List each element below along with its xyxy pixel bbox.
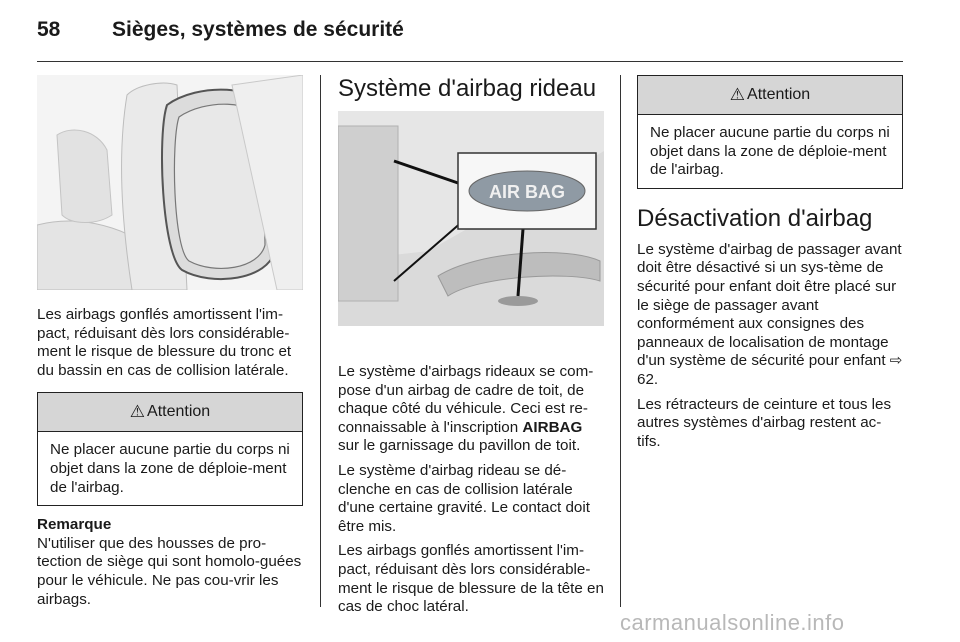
remark-text: N'utiliser que des housses de pro-tection de siège qui sont homolo-guées pour le véhicule. Ne pas cou-vrir les airbags. xyxy=(37,534,302,608)
column-divider-1 xyxy=(320,75,321,607)
warning-triangle-icon: ⚠ xyxy=(729,85,746,104)
watermark: carmanualsonline.info xyxy=(620,610,845,635)
curtain-airbag-illustration xyxy=(338,111,604,326)
curtain-p1 xyxy=(338,363,604,456)
side-airbag-illustration xyxy=(37,75,303,290)
attention-header-2 xyxy=(638,76,902,115)
deactivation-heading: Désactivation d'airbag xyxy=(637,204,873,232)
attention-label-2: Attention xyxy=(747,86,811,103)
airbag-inscription: AIR BAG xyxy=(489,182,565,202)
attention-header xyxy=(38,393,302,432)
curtain-airbag-heading: Système d'airbag rideau xyxy=(338,75,597,102)
curtain-p3: Les airbags gonflés amortissent l'im-pact, réduisant dès lors considérable-ment le risque de blessure de la tête en cas de choc latéral. xyxy=(338,542,604,616)
curtain-p2: Le système d'airbag rideau se dé-clenche en cas de collision latérale d'une certaine gravité. Le contact doit être mis. xyxy=(338,461,590,535)
curtain-p1-text-b: sur le garnissage du pavillon de toit. xyxy=(338,437,581,455)
page-header xyxy=(37,14,903,54)
deactivation-p2: Les rétracteurs de ceinture et tous les autres systèmes d'airbag restent ac-tifs. xyxy=(637,395,892,450)
attention-box-2 xyxy=(637,75,903,189)
page-title: Sièges, systèmes de sécurité xyxy=(112,18,404,41)
column-divider-2 xyxy=(620,75,621,607)
deactivation-p1: Le système d'airbag de passager avant doit être désactivé si un sys-tème de sécurité pour enfant doit être placé sur le siège de passager avant conformément aux consignes des panneaux de localisation de montage d'un système de sécurité pour enfant ⇨ 62. xyxy=(637,240,903,388)
column-3 xyxy=(637,75,903,457)
remark-label: Remarque xyxy=(37,516,112,534)
curtain-p1-text-a: Le système d'airbags rideaux se com-pose d'un airbag de cadre de toit, de chaque côté du véhicule. Ceci est re-connaissable à l'inscription xyxy=(338,363,594,436)
attention-label: Attention xyxy=(147,403,211,421)
header-divider xyxy=(37,61,903,62)
airbag-keyword: AIRBAG xyxy=(522,418,583,436)
attention-text: Ne placer aucune partie du corps ni objet dans la zone de déploie-ment de l'airbag. xyxy=(50,441,290,496)
column-1 xyxy=(37,75,303,615)
page-number: 58 xyxy=(37,18,61,41)
attention-text-2: Ne placer aucune partie du corps ni objet dans la zone de déploie-ment de l'airbag. xyxy=(650,124,890,179)
attention-box xyxy=(37,392,303,506)
warning-triangle-icon: ⚠ xyxy=(129,402,146,422)
column-2 xyxy=(338,75,604,623)
col1-paragraph: Les airbags gonflés amortissent l'im-pact, réduisant dès lors considérable-ment le risque de blessure du tronc et du bassin en cas de collision latérale. xyxy=(37,306,292,379)
